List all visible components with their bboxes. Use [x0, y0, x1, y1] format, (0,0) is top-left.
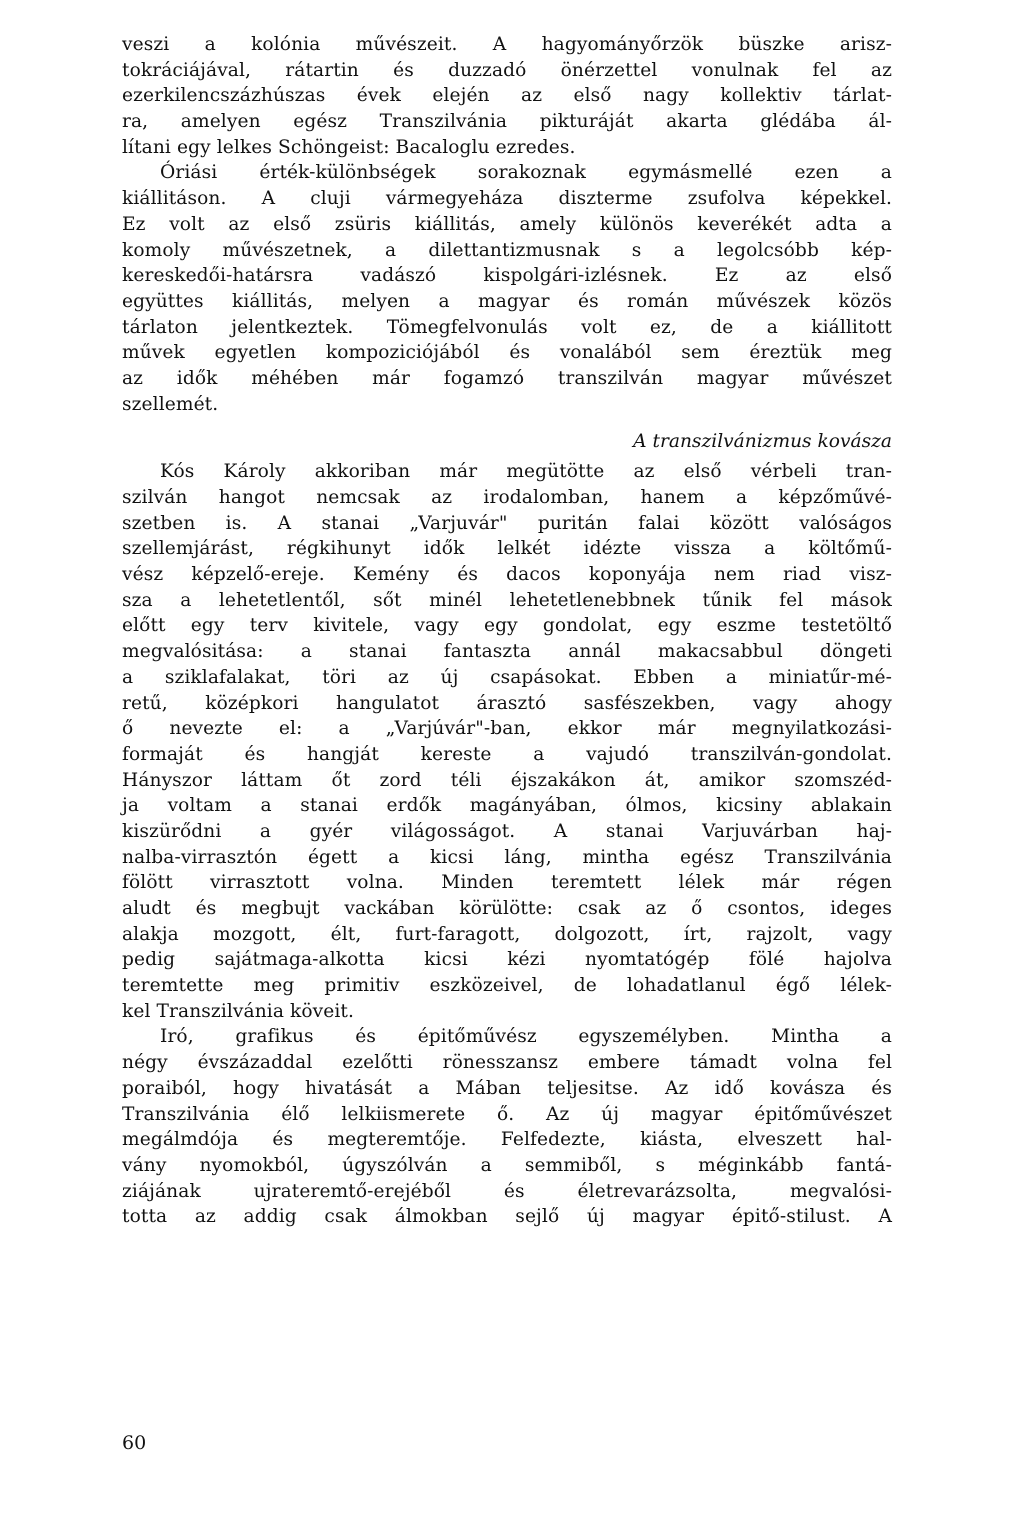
- text-line: együttes kiállitás, melyen a magyar és román művészek közös: [122, 290, 892, 312]
- text-line: formaját és hangját kereste a vajudó transzilván-gondolat.: [122, 743, 892, 765]
- text-line: megálmdója és megteremtője. Felfedezte, kiásta, elveszett hal-: [122, 1129, 892, 1151]
- text-line: megvalósitása: a stanai fantaszta annál makacsabbul döngeti: [122, 641, 892, 663]
- text-line: kereskedői-határsra vadászó kispolgári-izlésnek. Ez az első: [122, 265, 892, 287]
- text-line: Óriási érték-különbségek sorakoznak egymásmellé ezen a: [160, 162, 892, 184]
- text-line: komoly művészetnek, a dilettantizmusnak s a legolcsóbb kép-: [122, 239, 892, 261]
- text-line: totta az addig csak álmokban sejlő új magyar épitő-stilust. A: [122, 1206, 892, 1228]
- text-line: ja voltam a stanai erdők magányában, ólmos, kicsiny ablakain: [122, 795, 892, 817]
- text-line: sza a lehetetlentől, sőt minél lehetetlenebbnek tűnik fel mások: [122, 589, 892, 611]
- text-line: tárlaton jelentkeztek. Tömegfelvonulás volt ez, de a kiállitott: [122, 316, 892, 338]
- text-line: a sziklafalakat, töri az új csapásokat. Ebben a miniatűr-mé-: [122, 666, 892, 688]
- text-line: ra, amelyen egész Transzilvánia pikturáját akarta glédába ál-: [122, 111, 892, 133]
- text-line: lítani egy lelkes Schöngeist: Bacaloglu ezredes.: [122, 136, 576, 158]
- paragraph-3: [122, 459, 892, 1024]
- text-line: alakja mozgott, élt, furt-faragott, dolgozott, írt, rajzolt, vagy: [122, 923, 892, 945]
- text-line: tokráciájával, rátartin és duzzadó önérzettel vonulnak fel az: [122, 59, 892, 81]
- text-line: pedig sajátmaga-alkotta kicsi kézi nyomtatógép fölé hajolva: [122, 949, 892, 971]
- text-line: Ez volt az első zsüris kiállitás, amely különös keverékét adta a: [122, 213, 892, 235]
- text-line: Transzilvánia élő lelkiismerete ő. Az új magyar épitőművészet: [122, 1103, 892, 1125]
- text-line: művek egyetlen kompoziciójából és vonalából sem éreztük meg: [122, 342, 892, 364]
- text-line: ő nevezte el: a „Varjúvár"-ban, ekkor már megnyilatkozási-: [122, 718, 892, 740]
- section-heading: A transzilvánizmus kovásza: [633, 431, 892, 453]
- text-line: ziájának ujrateremtő-erejéből és életrevarázsolta, megvalósi-: [122, 1180, 892, 1202]
- text-line: vész képzelő-ereje. Kemény és dacos koponyája nem riad visz-: [122, 564, 892, 586]
- text-line: veszi a kolónia művészeit. A hagyományőrzök büszke arisz-: [122, 34, 892, 55]
- text-line: szellemjárást, régkihunyt idők lelkét idézte vissza a költőmű-: [122, 538, 892, 560]
- text-line: poraiból, hogy hivatását a Mában teljesitse. Az idő kovásza és: [122, 1077, 892, 1099]
- text-line: ezerkilencszázhúszas évek elején az első nagy kollektiv tárlat-: [122, 85, 892, 107]
- text-line: Hányszor láttam őt zord téli éjszakákon át, amikor szomszéd-: [122, 769, 892, 791]
- text-line: kel Transzilvánia köveit.: [122, 1000, 355, 1022]
- text-line: retű, középkori hangulatot árasztó sasfészekben, vagy ahogy: [122, 692, 892, 714]
- paragraph-1: [122, 32, 892, 160]
- text-line: Iró, grafikus és épitőművész egyszemélyben. Mintha a: [160, 1026, 892, 1048]
- text-line: nalba-virrasztón égett a kicsi láng, mintha egész Transzilvánia: [122, 846, 892, 868]
- page-number: 60: [122, 1432, 147, 1454]
- text-line: kiállitáson. A cluji vármegyeháza diszterme zsufolva képekkel.: [122, 188, 892, 210]
- book-page: [122, 32, 892, 1230]
- paragraph-2: [122, 160, 892, 417]
- text-line: kiszürődni a gyér világosságot. A stanai Varjuvárban haj-: [122, 820, 892, 842]
- text-line: szellemét.: [122, 393, 219, 415]
- text-line: vány nyomokból, úgyszólván a semmiből, s méginkább fantá-: [122, 1154, 892, 1176]
- paragraph-4: [122, 1024, 892, 1230]
- text-line: fölött virrasztott volna. Minden teremtett lélek már régen: [122, 872, 892, 894]
- text-line: négy évszázaddal ezelőtti rönesszansz embere támadt volna fel: [122, 1052, 892, 1074]
- text-line: teremtette meg primitiv eszközeivel, de lohadatlanul égő lélek-: [122, 975, 892, 997]
- text-line: Kós Károly akkoriban már megütötte az első vérbeli tran-: [160, 461, 892, 483]
- text-line: aludt és megbujt vackában körülötte: csak az ő csontos, ideges: [122, 898, 892, 919]
- text-line: az idők méhében már fogamzó transzilván magyar művészet: [122, 367, 892, 389]
- text-line: előtt egy terv kivitele, vagy egy gondolat, egy eszme testetöltő: [122, 615, 892, 637]
- text-line: szetben is. A stanai „Varjuvár" puritán falai között valóságos: [122, 512, 892, 534]
- text-line: szilván hangot nemcsak az irodalomban, hanem a képzőművé-: [122, 487, 892, 508]
